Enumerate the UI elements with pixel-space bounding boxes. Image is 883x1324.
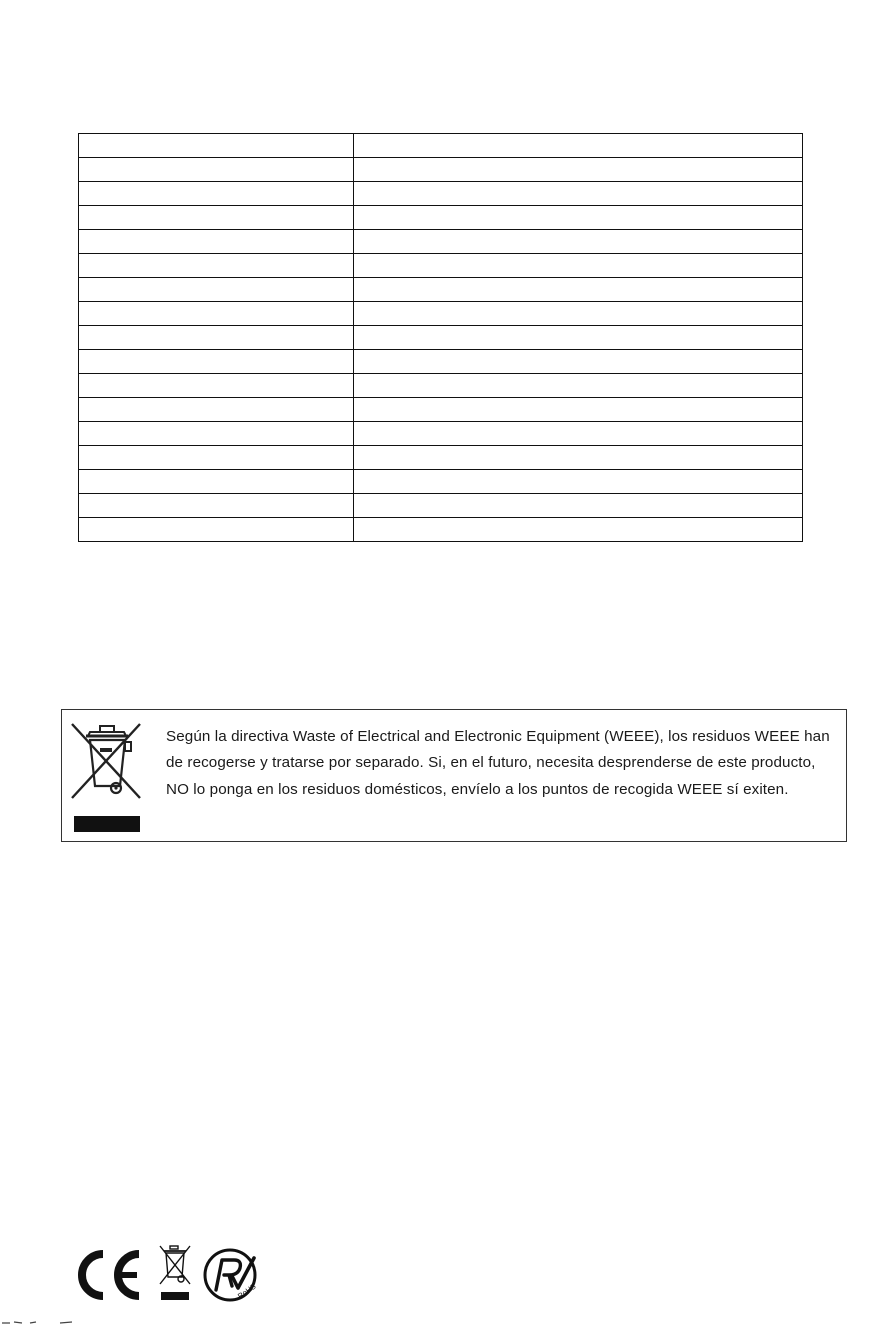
table-row	[79, 350, 803, 374]
table-cell-label	[79, 422, 354, 446]
table-cell-label	[79, 374, 354, 398]
table-row	[79, 302, 803, 326]
rohs-icon	[202, 1246, 260, 1304]
table-cell-label	[79, 446, 354, 470]
page-edge-fragment	[0, 1318, 80, 1324]
table-cell-label	[79, 398, 354, 422]
weee-notice-box	[61, 709, 847, 842]
table-cell-label	[79, 158, 354, 182]
rohs-label: RoHS	[235, 1281, 258, 1301]
table-row	[79, 446, 803, 470]
table-cell-label	[79, 206, 354, 230]
table-cell-value	[354, 470, 803, 494]
table-cell-label	[79, 518, 354, 542]
ce-mark-icon	[70, 1250, 142, 1300]
table-row	[79, 278, 803, 302]
crossed-out-wheelie-bin-icon	[70, 722, 144, 834]
table-cell-value	[354, 182, 803, 206]
weee-notice-text: Según la directiva Waste of Electrical and Electronic Equipment (WEEE), los residuos WEEE han de recogerse y tratarse por separado. Si, en el futuro, necesita desprenderse de este producto, NO lo ponga en los residuos domésticos, envíelo a los puntos de recogida WEEE sí exiten.	[166, 728, 830, 798]
table-cell-value	[354, 302, 803, 326]
table-cell-label	[79, 182, 354, 206]
table-cell-label	[79, 230, 354, 254]
table-row	[79, 470, 803, 494]
table-row	[79, 254, 803, 278]
table-cell-label	[79, 494, 354, 518]
table-row	[79, 422, 803, 446]
certification-marks	[70, 1244, 270, 1306]
table-row	[79, 158, 803, 182]
table-cell-label	[79, 134, 354, 158]
table-row	[79, 326, 803, 350]
table-cell-label	[79, 350, 354, 374]
table-cell-value	[354, 326, 803, 350]
table-cell-value	[354, 398, 803, 422]
table-cell-value	[354, 350, 803, 374]
table-cell-value	[354, 230, 803, 254]
table-cell-label	[79, 326, 354, 350]
table-cell-value	[354, 158, 803, 182]
table-cell-value	[354, 422, 803, 446]
table-cell-value	[354, 518, 803, 542]
table-cell-label	[79, 470, 354, 494]
table-cell-label	[79, 278, 354, 302]
table-cell-value	[354, 374, 803, 398]
table-cell-label	[79, 302, 354, 326]
table-cell-value	[354, 254, 803, 278]
table-row	[79, 182, 803, 206]
table-row	[79, 374, 803, 398]
table-row	[79, 206, 803, 230]
table-row	[79, 398, 803, 422]
table-cell-label	[79, 254, 354, 278]
table-row	[79, 518, 803, 542]
table-row	[79, 134, 803, 158]
table-cell-value	[354, 206, 803, 230]
weee-bin-icon	[158, 1244, 192, 1302]
spec-table	[78, 133, 803, 542]
table-row	[79, 230, 803, 254]
spec-table-body	[79, 134, 803, 542]
table-cell-value	[354, 278, 803, 302]
table-row	[79, 494, 803, 518]
table-cell-value	[354, 446, 803, 470]
table-cell-value	[354, 134, 803, 158]
table-cell-value	[354, 494, 803, 518]
